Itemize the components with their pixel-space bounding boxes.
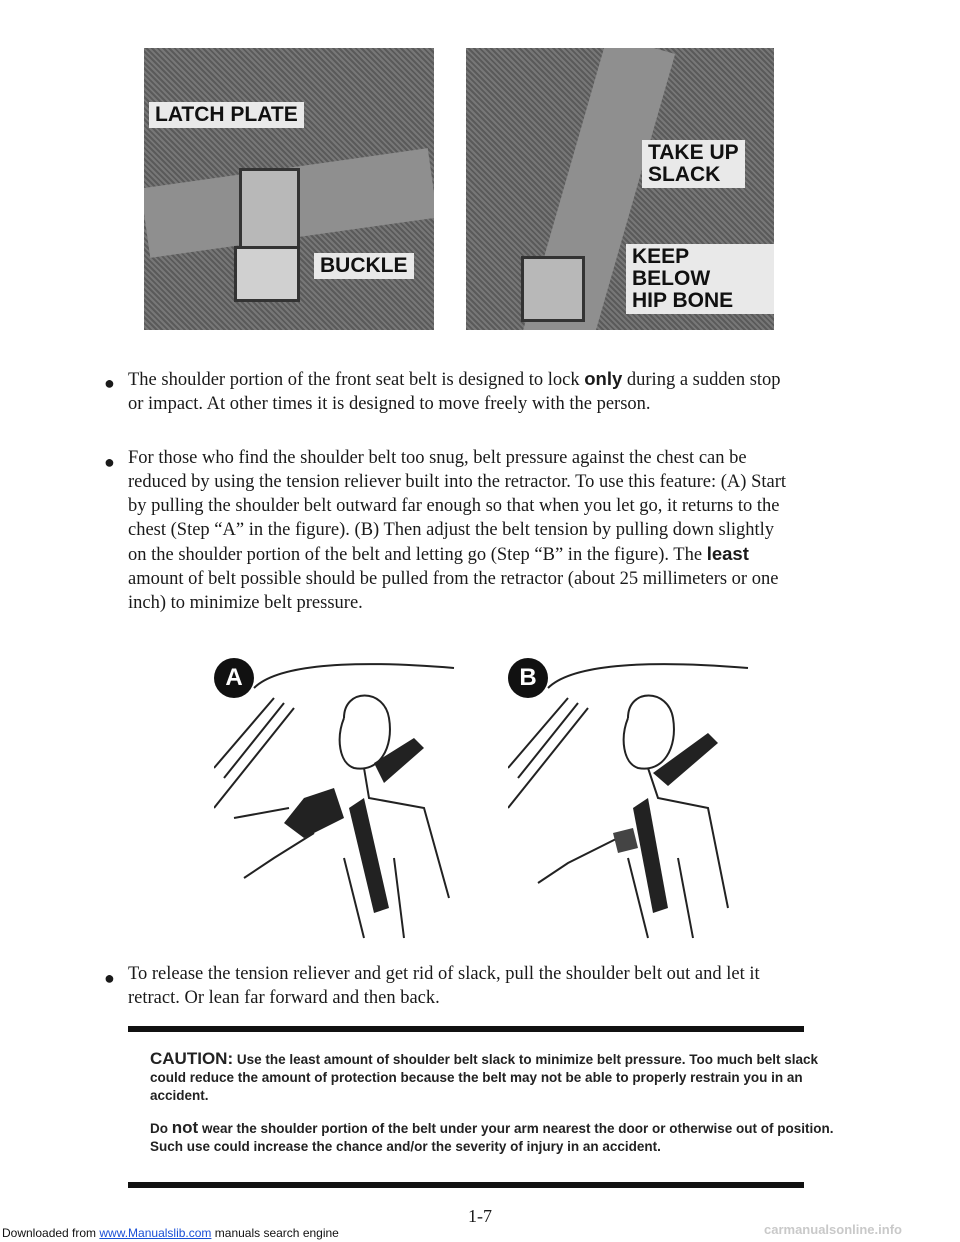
bullet-icon: ● <box>104 452 115 472</box>
caution-box <box>150 1050 850 1156</box>
figure-a-illustration <box>214 658 464 940</box>
watermark: carmanualsonline.info <box>764 1222 902 1237</box>
figure-b-illustration <box>508 658 758 940</box>
buckle-label: BUCKLE <box>314 253 414 279</box>
caution-top-rule <box>128 1026 804 1032</box>
figure-step-a <box>214 658 464 940</box>
caution-paragraph-1: CAUTION: Use the least amount of shoulder belt slack to minimize belt pressure. Too much belt slack could reduce the amount of protection because the belt may not be able to properly restrain you in an accident. <box>150 1049 818 1103</box>
bullet-icon: ● <box>104 968 115 988</box>
bullet-release-reliever: ● To release the tension reliever and get rid of slack, pull the shoulder belt out and let it retract. Or lean far forward and then back. <box>104 964 760 1008</box>
figure-step-b <box>508 658 758 940</box>
bullet-icon: ● <box>104 373 115 393</box>
bullet-tension-reliever: ● For those who find the shoulder belt too snug, belt pressure against the chest can be reduced by using the tension reliever built into the retractor. To use this feature: (A) Start by pulling the shoulder belt outward far enough so that when you let go, it returns to the chest (Step “A” in the figure). (B) Then adjust the belt tension by pulling down slightly on the shoulder portion of the belt and letting go (Step “B” in the figure). The least amount of belt possible should be pulled from the retractor (about 25 millimeters or one inch) to minimize belt pressure. <box>104 448 787 613</box>
step-b-marker: B <box>508 658 548 698</box>
keep-below-hip-label: KEEP BELOW HIP BONE <box>626 244 774 314</box>
caution-paragraph-2: Do not wear the shoulder portion of the belt under your arm nearest the door or otherwise out of position. Such use could increase the chance and/or the severity of injury in an accident. <box>150 1118 834 1154</box>
buckle-shape <box>234 246 300 302</box>
latch-plate-label: LATCH PLATE <box>149 102 304 128</box>
caution-bottom-rule <box>128 1182 804 1188</box>
buckle-shape <box>521 256 585 322</box>
bullet-shoulder-lock: ● The shoulder portion of the front seat belt is designed to lock only during a sudden stop or impact. At other times it is designed to move freely with the person. <box>104 368 781 414</box>
take-up-slack-label: TAKE UP SLACK <box>642 140 745 188</box>
download-footer: Downloaded from www.Manualslib.com manuals search engine <box>2 1226 339 1240</box>
page-number: 1-7 <box>468 1206 492 1226</box>
step-a-marker: A <box>214 658 254 698</box>
photo-latch-buckle <box>144 48 434 330</box>
manualslib-link[interactable]: www.Manualslib.com <box>99 1226 212 1240</box>
photo-lap-belt <box>466 48 774 330</box>
